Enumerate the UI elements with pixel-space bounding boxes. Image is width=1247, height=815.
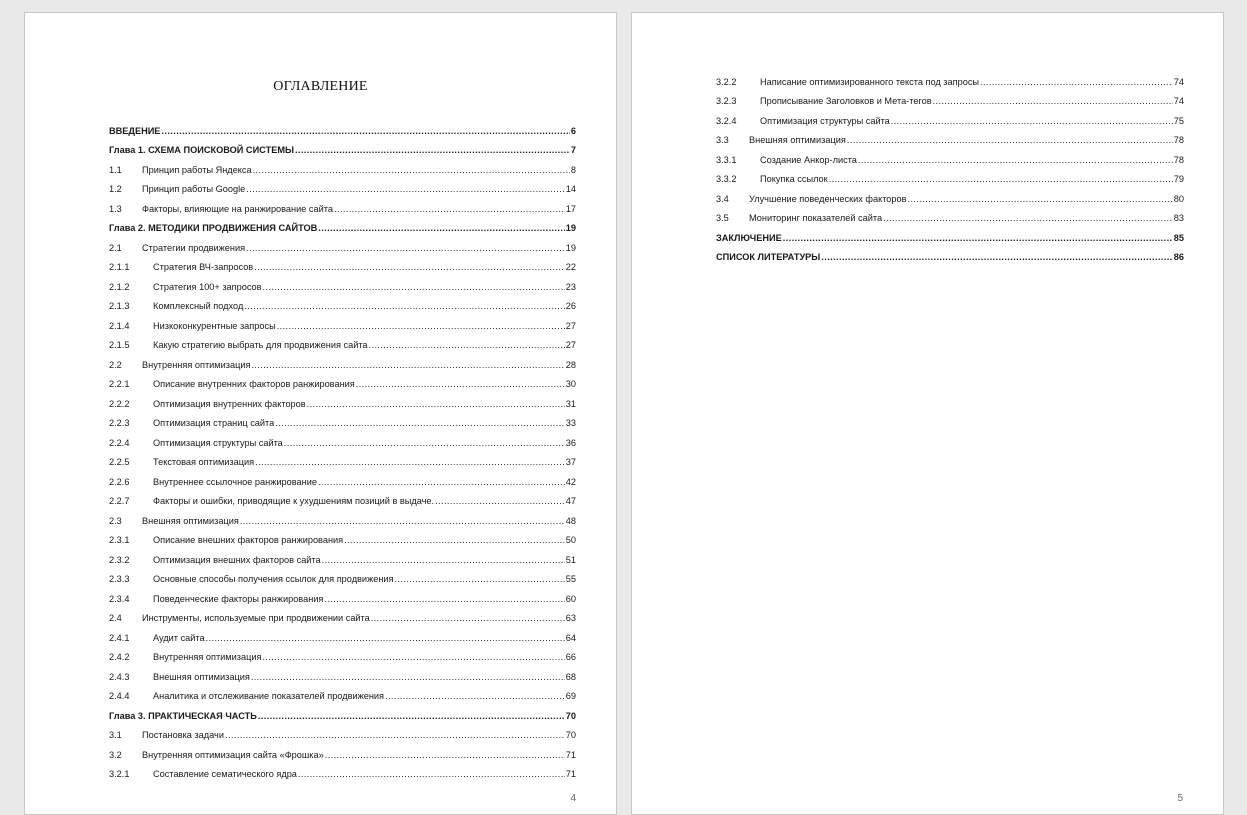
toc-dot-leader xyxy=(847,135,1173,146)
toc-entry-page: 78 xyxy=(1173,154,1184,165)
toc-entry-number: 3.2.4 xyxy=(716,115,737,126)
toc-dot-leader xyxy=(244,301,564,312)
toc-entry-text: Глава 3. ПРАКТИЧЕСКАЯ ЧАСТЬ xyxy=(109,710,257,721)
toc-entry-page: 68 xyxy=(565,671,576,682)
toc-entry-text: Мониторинг показателей сайта xyxy=(749,213,883,223)
toc-dot-leader xyxy=(980,77,1173,88)
toc-dot-leader xyxy=(783,233,1173,244)
toc-dot-leader xyxy=(295,145,570,156)
toc-entry-number: 3.4 xyxy=(716,193,729,204)
toc-entry-number: 2.3.3 xyxy=(109,574,130,584)
toc-entry[interactable] xyxy=(716,107,1184,127)
toc-entry[interactable] xyxy=(716,68,1184,88)
toc-dot-leader xyxy=(263,282,565,293)
toc-entry-number: 3.2.1 xyxy=(109,769,130,779)
toc-entry-number: 2.4 xyxy=(109,613,122,623)
toc-dot-leader xyxy=(322,555,565,566)
toc-entry-text: Принцип работы Яндекса xyxy=(142,164,252,175)
toc-entry-text: Прописывание Заголовков и Мета-тегов xyxy=(760,96,932,106)
toc-entry-number: 2.4.2 xyxy=(109,652,130,662)
toc-entry[interactable] xyxy=(109,741,576,761)
toc-entry[interactable] xyxy=(716,166,1184,186)
toc-dot-leader xyxy=(334,204,565,215)
toc-dot-leader xyxy=(275,418,565,429)
toc-entry[interactable] xyxy=(716,146,1184,166)
toc-entry[interactable] xyxy=(109,351,576,371)
toc-dot-leader xyxy=(254,262,565,273)
toc-entry-number: 2.1.5 xyxy=(109,340,130,350)
toc-entry-text: Комплексный подход xyxy=(153,301,244,311)
toc-entry-page: 64 xyxy=(565,632,576,643)
toc-dot-leader xyxy=(284,438,565,449)
toc-entry-page: 80 xyxy=(1173,193,1184,204)
toc-entry-number: 3.3.2 xyxy=(716,174,737,184)
toc-entry-number: 2.1.3 xyxy=(109,301,130,311)
toc-entry-page: 14 xyxy=(565,184,576,194)
toc-entry[interactable] xyxy=(109,371,576,391)
toc-dot-leader xyxy=(369,340,565,351)
toc-entry[interactable] xyxy=(109,156,576,176)
toc-entry-page: 6 xyxy=(570,125,576,136)
toc-entry[interactable] xyxy=(716,205,1184,225)
toc-entry-page: 7 xyxy=(570,145,576,155)
toc-entry-page: 55 xyxy=(565,574,576,584)
toc-entry-text: Аудит сайта xyxy=(153,632,205,643)
toc-entry-text: Факторы, влияющие на ранжирование сайта xyxy=(142,203,333,214)
toc-dot-leader xyxy=(225,730,565,741)
toc-entry-text: Глава 2. МЕТОДИКИ ПРОДВИЖЕНИЯ САЙТОВ xyxy=(109,223,318,233)
toc-entry-page: 63 xyxy=(565,613,576,623)
toc-entry[interactable] xyxy=(109,761,576,781)
toc-entry-page: 28 xyxy=(565,359,576,370)
toc-dot-leader xyxy=(371,613,565,624)
toc-entry-page: 86 xyxy=(1173,252,1184,262)
toc-dot-leader xyxy=(318,477,565,488)
toc-entry[interactable] xyxy=(109,624,576,644)
toc-entry[interactable] xyxy=(109,488,576,508)
toc-entry[interactable] xyxy=(109,722,576,742)
toc-entry-text: Написание оптимизированного текста под запросы xyxy=(760,76,980,87)
toc-entry-number: 1.2 xyxy=(109,184,122,194)
toc-entry-text: Внешняя оптимизация xyxy=(142,515,239,526)
toc-entry-page: 70 xyxy=(565,730,576,740)
toc-entry-page: 22 xyxy=(565,262,576,272)
toc-dot-leader xyxy=(325,750,565,761)
toc-entry-text: Постановка задачи xyxy=(142,730,224,740)
toc-entry-text: Составление сематического ядра xyxy=(153,769,297,779)
toc-dot-leader xyxy=(344,535,565,546)
toc-entry-text: Внутренняя оптимизация xyxy=(153,652,262,662)
toc-entry-text: Принцип работы Google xyxy=(142,184,246,194)
toc-dot-leader xyxy=(356,379,565,390)
toc-entry[interactable] xyxy=(109,234,576,254)
document-page-2 xyxy=(631,12,1224,815)
toc-entry-text: Внутренняя оптимизация xyxy=(142,359,251,370)
toc-title: ОГЛАВЛЕНИЕ xyxy=(273,79,368,94)
toc-entry-text: Покупка ссылок xyxy=(760,174,828,184)
toc-dot-leader xyxy=(253,165,570,176)
toc-entry-text: СПИСОК ЛИТЕРАТУРЫ xyxy=(716,252,821,262)
toc-dot-leader xyxy=(277,321,565,332)
toc-entry-text: Инструменты, используемые при продвижении сайта xyxy=(142,613,370,623)
toc-entry-page: 51 xyxy=(565,554,576,565)
document-page-1 xyxy=(24,12,617,815)
toc-entry-page: 60 xyxy=(565,593,576,604)
toc-entry-page: 74 xyxy=(1173,76,1184,87)
toc-entry[interactable] xyxy=(109,585,576,605)
toc-entry[interactable] xyxy=(109,117,576,137)
toc-dot-leader xyxy=(246,184,565,195)
toc-dot-leader xyxy=(206,633,565,644)
toc-entry-number: 2.2.6 xyxy=(109,476,130,487)
toc-entry-text: Оптимизация страниц сайта xyxy=(153,418,275,428)
toc-entry-number: 2.1.4 xyxy=(109,320,130,331)
toc-entry[interactable] xyxy=(716,88,1184,108)
toc-entry-number: 1.1 xyxy=(109,164,122,175)
toc-entry-number: 3.5 xyxy=(716,213,729,223)
toc-entry-page: 27 xyxy=(565,340,576,350)
toc-dot-leader xyxy=(161,126,569,137)
toc-entry-number: 3.1 xyxy=(109,730,122,740)
toc-dot-leader xyxy=(883,213,1173,224)
toc-entry-text: Оптимизация структуры сайта xyxy=(153,437,283,448)
toc-entry-page: 47 xyxy=(565,496,576,506)
toc-entry-text: Какую стратегию выбрать для продвижения сайта xyxy=(153,340,368,350)
toc-entry-page: 75 xyxy=(1173,115,1184,126)
toc-entry-page: 37 xyxy=(565,457,576,467)
toc-entry-text: Оптимизация структуры сайта xyxy=(760,115,890,126)
toc-entry[interactable] xyxy=(109,683,576,703)
toc-dot-leader xyxy=(307,399,565,410)
toc-entry-page: 27 xyxy=(565,320,576,331)
toc-dot-leader xyxy=(891,116,1173,127)
toc-entry[interactable] xyxy=(109,215,576,235)
toc-entry-text: Оптимизация внешних факторов сайта xyxy=(153,554,321,565)
toc-dot-leader xyxy=(933,96,1173,107)
toc-dot-leader xyxy=(258,711,565,722)
toc-entry-page: 19 xyxy=(565,242,576,253)
toc-entry-page: 50 xyxy=(565,535,576,545)
toc-entry[interactable] xyxy=(109,702,576,722)
toc-entry-number: 2.2.2 xyxy=(109,398,130,409)
toc-entry-number: 3.2 xyxy=(109,749,122,760)
toc-entry-page: 33 xyxy=(565,418,576,428)
toc-entry[interactable] xyxy=(109,176,576,196)
toc-entry-number: 2.2.1 xyxy=(109,379,130,389)
toc-dot-leader xyxy=(298,769,565,780)
toc-entry-text: Поведенческие факторы ранжирования xyxy=(153,593,324,604)
toc-dot-leader xyxy=(324,594,564,605)
toc-entry-text: Факторы и ошибки, приводящие к ухудшениям позиций в выдаче. xyxy=(153,496,435,506)
toc-dot-leader xyxy=(318,223,565,234)
toc-entry-page: 83 xyxy=(1173,213,1184,223)
toc-entry-text: Улучшение поведенческих факторов xyxy=(749,193,907,204)
toc-entry-number: 2.3 xyxy=(109,515,122,526)
toc-entry[interactable] xyxy=(109,605,576,625)
toc-dot-leader xyxy=(908,194,1173,205)
toc-dot-leader xyxy=(385,691,565,702)
toc-entry-page: 78 xyxy=(1173,135,1184,145)
toc-entry-page: 70 xyxy=(565,710,576,721)
toc-list xyxy=(716,68,1184,263)
page-number: 4 xyxy=(570,793,576,804)
toc-entry[interactable] xyxy=(109,507,576,527)
toc-entry-text: Стратегия 100+ запросов xyxy=(153,281,262,292)
toc-dot-leader xyxy=(395,574,565,585)
toc-entry-number: 2.4.4 xyxy=(109,691,130,701)
toc-dot-leader xyxy=(251,672,565,683)
toc-entry-number: 3.3.1 xyxy=(716,154,737,165)
toc-entry[interactable] xyxy=(109,312,576,332)
toc-entry-page: 71 xyxy=(565,749,576,760)
toc-entry-page: 79 xyxy=(1173,174,1184,184)
toc-entry-text: Низкоконкурентные запросы xyxy=(153,320,276,331)
toc-entry-number: 2.2 xyxy=(109,359,122,370)
toc-dot-leader xyxy=(262,652,564,663)
toc-entry-text: Внутреннее ссылочное ранжирование xyxy=(153,476,317,487)
toc-entry-number: 3.3 xyxy=(716,135,729,145)
toc-entry[interactable] xyxy=(109,644,576,664)
toc-entry[interactable] xyxy=(109,449,576,469)
toc-entry-text: ЗАКЛЮЧЕНИЕ xyxy=(716,232,782,243)
toc-dot-leader xyxy=(435,496,565,507)
toc-entry-page: 48 xyxy=(565,515,576,526)
toc-entry-text: Стратегия ВЧ-запросов xyxy=(153,262,254,272)
toc-entry-number: 1.3 xyxy=(109,203,122,214)
toc-entry[interactable] xyxy=(109,293,576,313)
toc-entry[interactable] xyxy=(109,527,576,547)
toc-entry-page: 30 xyxy=(565,379,576,389)
toc-entry-page: 23 xyxy=(565,281,576,292)
toc-entry-text: Создание Анкор-листа xyxy=(760,154,857,165)
toc-dot-leader xyxy=(858,155,1173,166)
toc-entry-text: Аналитика и отслеживание показателей продвижения xyxy=(153,691,385,701)
toc-entry-text: Оптимизация внутренних факторов xyxy=(153,398,306,409)
toc-entry-page: 66 xyxy=(565,652,576,662)
toc-entry-page: 26 xyxy=(565,301,576,311)
toc-entry-page: 19 xyxy=(565,223,576,233)
toc-entry-page: 69 xyxy=(565,691,576,701)
toc-entry-text: ВВЕДЕНИЕ xyxy=(109,125,161,136)
toc-entry-text: Текстовая оптимизация xyxy=(153,457,255,467)
toc-entry-page: 31 xyxy=(565,398,576,409)
toc-entry[interactable] xyxy=(109,546,576,566)
toc-entry[interactable] xyxy=(109,332,576,352)
toc-entry[interactable] xyxy=(109,566,576,586)
toc-entry-page: 8 xyxy=(570,164,576,175)
toc-entry[interactable] xyxy=(109,390,576,410)
toc-entry[interactable] xyxy=(109,195,576,215)
toc-entry-text: Стратегии продвижения xyxy=(142,242,246,253)
toc-entry-text: Описание внешних факторов ранжирования xyxy=(153,535,344,545)
toc-entry-number: 2.2.4 xyxy=(109,437,130,448)
toc-entry-number: 2.2.7 xyxy=(109,496,130,506)
toc-dot-leader xyxy=(829,174,1173,185)
toc-entry-number: 2.3.4 xyxy=(109,593,130,604)
toc-entry-number: 2.1.2 xyxy=(109,281,130,292)
toc-entry-text: Внутренняя оптимизация сайта «Фрошка» xyxy=(142,749,324,760)
toc-entry-number: 2.2.5 xyxy=(109,457,130,467)
toc-entry[interactable] xyxy=(109,663,576,683)
toc-entry-number: 2.1 xyxy=(109,242,122,253)
toc-entry-number: 2.1.1 xyxy=(109,262,130,272)
toc-entry-number: 3.2.2 xyxy=(716,76,737,87)
toc-entry[interactable] xyxy=(716,127,1184,147)
toc-entry[interactable] xyxy=(716,244,1184,264)
toc-entry-page: 36 xyxy=(565,437,576,448)
toc-entry-text: Описание внутренних факторов ранжирования xyxy=(153,379,355,389)
toc-entry[interactable] xyxy=(109,137,576,157)
toc-dot-leader xyxy=(821,252,1172,263)
toc-entry-page: 17 xyxy=(565,203,576,214)
toc-entry-number: 3.2.3 xyxy=(716,96,737,106)
toc-entry-number: 2.4.3 xyxy=(109,671,130,682)
toc-entry-text: Внешняя оптимизация xyxy=(749,135,846,145)
toc-entry-page: 42 xyxy=(565,476,576,487)
toc-entry-number: 2.3.2 xyxy=(109,554,130,565)
toc-entry-page: 71 xyxy=(565,769,576,779)
toc-entry-page: 74 xyxy=(1173,96,1184,106)
toc-entry-page: 85 xyxy=(1173,232,1184,243)
toc-entry-text: Внешняя оптимизация xyxy=(153,671,250,682)
toc-entry-text: Основные способы получения ссылок для продвижения xyxy=(153,574,394,584)
toc-dot-leader xyxy=(251,360,564,371)
toc-dot-leader xyxy=(255,457,565,468)
toc-entry[interactable] xyxy=(109,254,576,274)
toc-entry[interactable] xyxy=(109,410,576,430)
toc-entry-text: Глава 1. СХЕМА ПОИСКОВОЙ СИСТЕМЫ xyxy=(109,145,294,155)
page-number: 5 xyxy=(1177,793,1183,804)
toc-entry-number: 2.2.3 xyxy=(109,418,130,428)
toc-entry[interactable] xyxy=(109,429,576,449)
toc-dot-leader xyxy=(240,516,565,527)
toc-entry-number: 2.4.1 xyxy=(109,632,130,643)
toc-entry[interactable] xyxy=(716,185,1184,205)
toc-entry[interactable] xyxy=(109,468,576,488)
toc-dot-leader xyxy=(246,243,565,254)
toc-list xyxy=(109,117,576,780)
toc-entry[interactable] xyxy=(109,273,576,293)
toc-entry-number: 2.3.1 xyxy=(109,535,130,545)
toc-entry[interactable] xyxy=(716,224,1184,244)
